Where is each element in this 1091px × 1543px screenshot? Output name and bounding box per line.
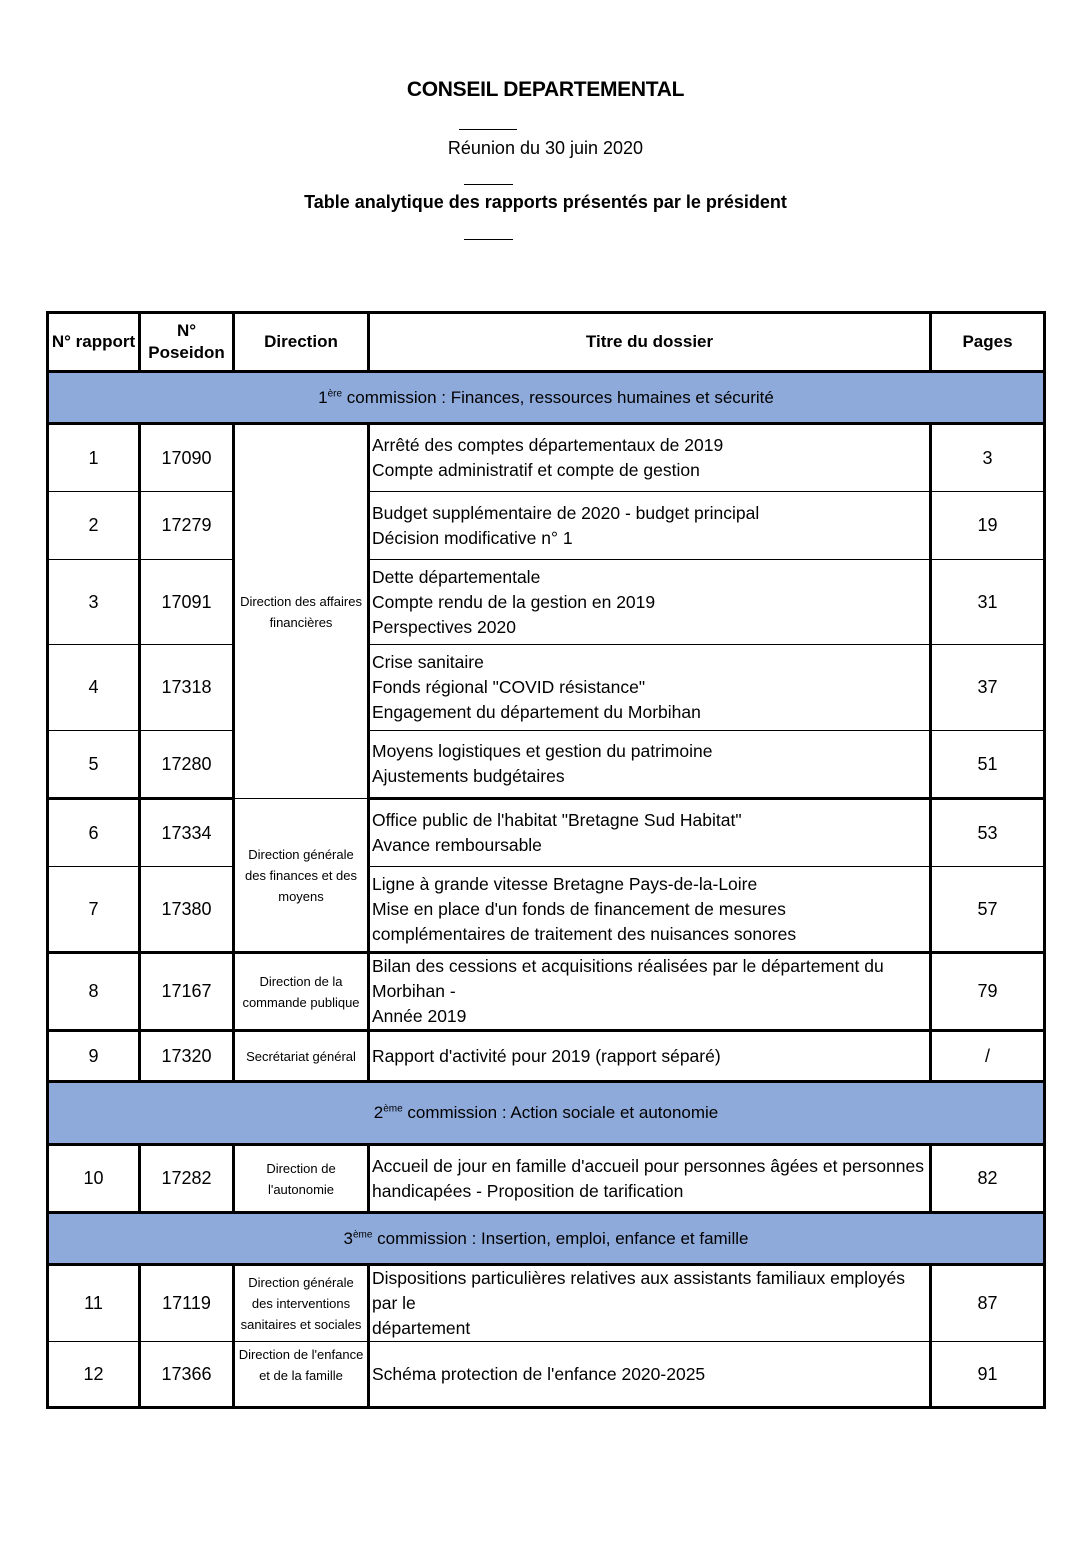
direction-line: des finances et des [244, 867, 358, 883]
page-number: 3 [931, 424, 1045, 492]
poseidon-number: 17279 [140, 492, 234, 560]
document-subtitle: Table analytique des rapports présentés par le président [304, 192, 787, 212]
dossier-title-line: Mise en place d'un fonds de financement de mesures [372, 898, 786, 919]
dossier-title-line: Crise sanitaire [372, 652, 484, 672]
col-header-rapport: N° rapport [48, 313, 140, 372]
dossier-title-line: Moyens logistiques et gestion du patrimoine [372, 741, 713, 761]
commission-ordinal: 2 [373, 1103, 384, 1122]
page-number: 57 [931, 867, 1045, 953]
dossier-title-line: Avance remboursable [372, 835, 542, 855]
dossier-title-line: Perspectives 2020 [372, 616, 516, 637]
page-number: 19 [931, 492, 1045, 560]
commission-ordinal-suffix: ème [383, 1103, 403, 1115]
dossier-title-line: Accueil de jour en famille d'accueil pour personnes âgées et personnes [372, 1155, 925, 1176]
dossier-title-line: Ligne à grande vitesse Bretagne Pays-de-la-Loire [372, 873, 758, 894]
direction-cell [234, 1342, 369, 1408]
commission-row [48, 1082, 1045, 1145]
table-row [48, 1145, 1045, 1213]
direction-line: commande publique [242, 994, 360, 1010]
rapport-number: 6 [48, 799, 140, 867]
table-row [48, 492, 1045, 560]
poseidon-number: 17167 [140, 953, 234, 1031]
page-number: 79 [931, 953, 1045, 1031]
table-row [48, 799, 1045, 867]
dossier-title-line: Ajustements budgétaires [372, 766, 565, 786]
commission-ordinal: 3 [343, 1228, 353, 1248]
rapport-number: 10 [48, 1145, 140, 1213]
page-number: 53 [931, 799, 1045, 867]
direction-line: l'autonomie [267, 1181, 335, 1197]
rapport-number: 9 [48, 1031, 140, 1082]
rapport-number: 11 [48, 1265, 140, 1342]
commission-row [48, 372, 1045, 424]
direction-line: Direction de [266, 1160, 336, 1176]
divider [459, 129, 517, 130]
rapport-number: 5 [48, 731, 140, 799]
direction-line: Direction des affaires [240, 593, 362, 609]
dossier-title [369, 492, 931, 560]
commission-ordinal-suffix: ème [352, 1228, 373, 1240]
dossier-title [369, 424, 931, 492]
poseidon-number: 17091 [140, 560, 234, 645]
commission-ordinal: 1 [318, 387, 328, 407]
poseidon-number: 17320 [140, 1031, 234, 1082]
poseidon-number: 17282 [140, 1145, 234, 1213]
dossier-title [369, 1265, 931, 1342]
commission-title: commission : Insertion, emploi, enfance et famille [372, 1228, 749, 1248]
dossier-title [369, 953, 931, 1031]
direction-line: Secrétariat général [246, 1048, 356, 1064]
dossier-title-line: Dette départementale [372, 566, 541, 587]
direction-cell [234, 1145, 369, 1213]
page-number: 91 [931, 1342, 1045, 1408]
rapport-number: 3 [48, 560, 140, 645]
rapport-number: 8 [48, 953, 140, 1031]
page-number: 51 [931, 731, 1045, 799]
meeting-date: Réunion du 30 juin 2020 [447, 138, 644, 158]
poseidon-number: 17280 [140, 731, 234, 799]
table-row [48, 1265, 1045, 1342]
col-header-poseidon-line2: Poseidon [148, 343, 225, 362]
col-header-poseidon [140, 313, 234, 372]
direction-line: moyens [278, 888, 324, 904]
reports-table [46, 311, 1046, 1409]
dossier-title-line: Dispositions particulières relatives aux assistants familiaux employés par le [372, 1268, 905, 1313]
table-row [48, 645, 1045, 731]
direction-cell [234, 799, 369, 953]
direction-line: Direction générale [248, 846, 354, 862]
dossier-title-line: Décision modificative n° 1 [372, 527, 573, 548]
col-header-direction: Direction [234, 313, 369, 372]
rapport-number: 4 [48, 645, 140, 731]
dossier-title-line: Engagement du département du Morbihan [372, 702, 701, 722]
col-header-poseidon-line1: N° [176, 321, 197, 340]
dossier-title-line: complémentaires de traitement des nuisances sonores [372, 923, 797, 944]
divider [464, 239, 513, 240]
poseidon-number: 17090 [140, 424, 234, 492]
commission-label [48, 372, 1045, 424]
poseidon-number: 17119 [140, 1265, 234, 1342]
table-row [48, 1342, 1045, 1408]
direction-line: Direction de l'enfance [238, 1347, 364, 1362]
direction-line: des interventions [251, 1296, 351, 1311]
direction-cell [234, 424, 369, 799]
rapport-number: 7 [48, 867, 140, 953]
page-number: / [931, 1031, 1045, 1082]
page-number: 87 [931, 1265, 1045, 1342]
table-row [48, 867, 1045, 953]
dossier-title [369, 1145, 931, 1213]
table-row [48, 1031, 1045, 1082]
commission-title: commission : Action sociale et autonomie [402, 1103, 719, 1122]
direction-line: financières [269, 614, 333, 630]
dossier-title-line: handicapées - Proposition de tarification [372, 1180, 684, 1201]
commission-ordinal-suffix: ère [327, 387, 343, 399]
rapport-number: 2 [48, 492, 140, 560]
dossier-title-line: Année 2019 [372, 1006, 467, 1026]
page-number: 82 [931, 1145, 1045, 1213]
dossier-title [369, 799, 931, 867]
table-row [48, 560, 1045, 645]
dossier-title-line: Compte rendu de la gestion en 2019 [372, 591, 656, 612]
table-row [48, 424, 1045, 492]
commission-title: commission : Finances, ressources humaines et sécurité [342, 387, 774, 407]
dossier-title [369, 867, 931, 953]
dossier-title [369, 731, 931, 799]
divider [464, 184, 513, 185]
dossier-title [369, 645, 931, 731]
rapport-number: 12 [48, 1342, 140, 1408]
commission-row [48, 1213, 1045, 1265]
poseidon-number: 17366 [140, 1342, 234, 1408]
direction-line: sanitaires et sociales [240, 1317, 362, 1332]
col-header-pages: Pages [931, 313, 1045, 372]
dossier-title-line: Compte administratif et compte de gestion [372, 460, 700, 480]
dossier-title-line: Arrêté des comptes départementaux de 2019 [372, 435, 724, 455]
dossier-title-line: Rapport d'activité pour 2019 (rapport séparé) [372, 1045, 721, 1066]
dossier-title [369, 1031, 931, 1082]
direction-line: Direction générale [248, 1275, 354, 1290]
dossier-title-line: Bilan des cessions et acquisitions réalisées par le département du Morbihan - [372, 956, 884, 1001]
dossier-title-line: département [372, 1318, 471, 1338]
dossier-title-line: Budget supplémentaire de 2020 - budget principal [372, 502, 760, 523]
direction-cell [234, 1265, 369, 1342]
dossier-title-line: Schéma protection de l'enfance 2020-2025 [372, 1363, 706, 1384]
poseidon-number: 17318 [140, 645, 234, 731]
page-number: 31 [931, 560, 1045, 645]
poseidon-number: 17380 [140, 867, 234, 953]
table-header-row [48, 313, 1045, 372]
col-header-titre: Titre du dossier [369, 313, 931, 372]
direction-cell [234, 953, 369, 1031]
table-row [48, 953, 1045, 1031]
commission-label [48, 1082, 1045, 1145]
table-row [48, 731, 1045, 799]
direction-line: et de la famille [259, 1368, 343, 1383]
dossier-title-line: Office public de l'habitat "Bretagne Sud Habitat" [372, 810, 742, 830]
dossier-title [369, 1342, 931, 1408]
document-title: CONSEIL DEPARTEMENTAL [406, 78, 685, 101]
rapport-number: 1 [48, 424, 140, 492]
direction-cell [234, 1031, 369, 1082]
dossier-title [369, 560, 931, 645]
commission-label [48, 1213, 1045, 1265]
dossier-title-line: Fonds régional "COVID résistance" [372, 677, 646, 697]
direction-line: Direction de la [259, 973, 343, 989]
poseidon-number: 17334 [140, 799, 234, 867]
page-number: 37 [931, 645, 1045, 731]
